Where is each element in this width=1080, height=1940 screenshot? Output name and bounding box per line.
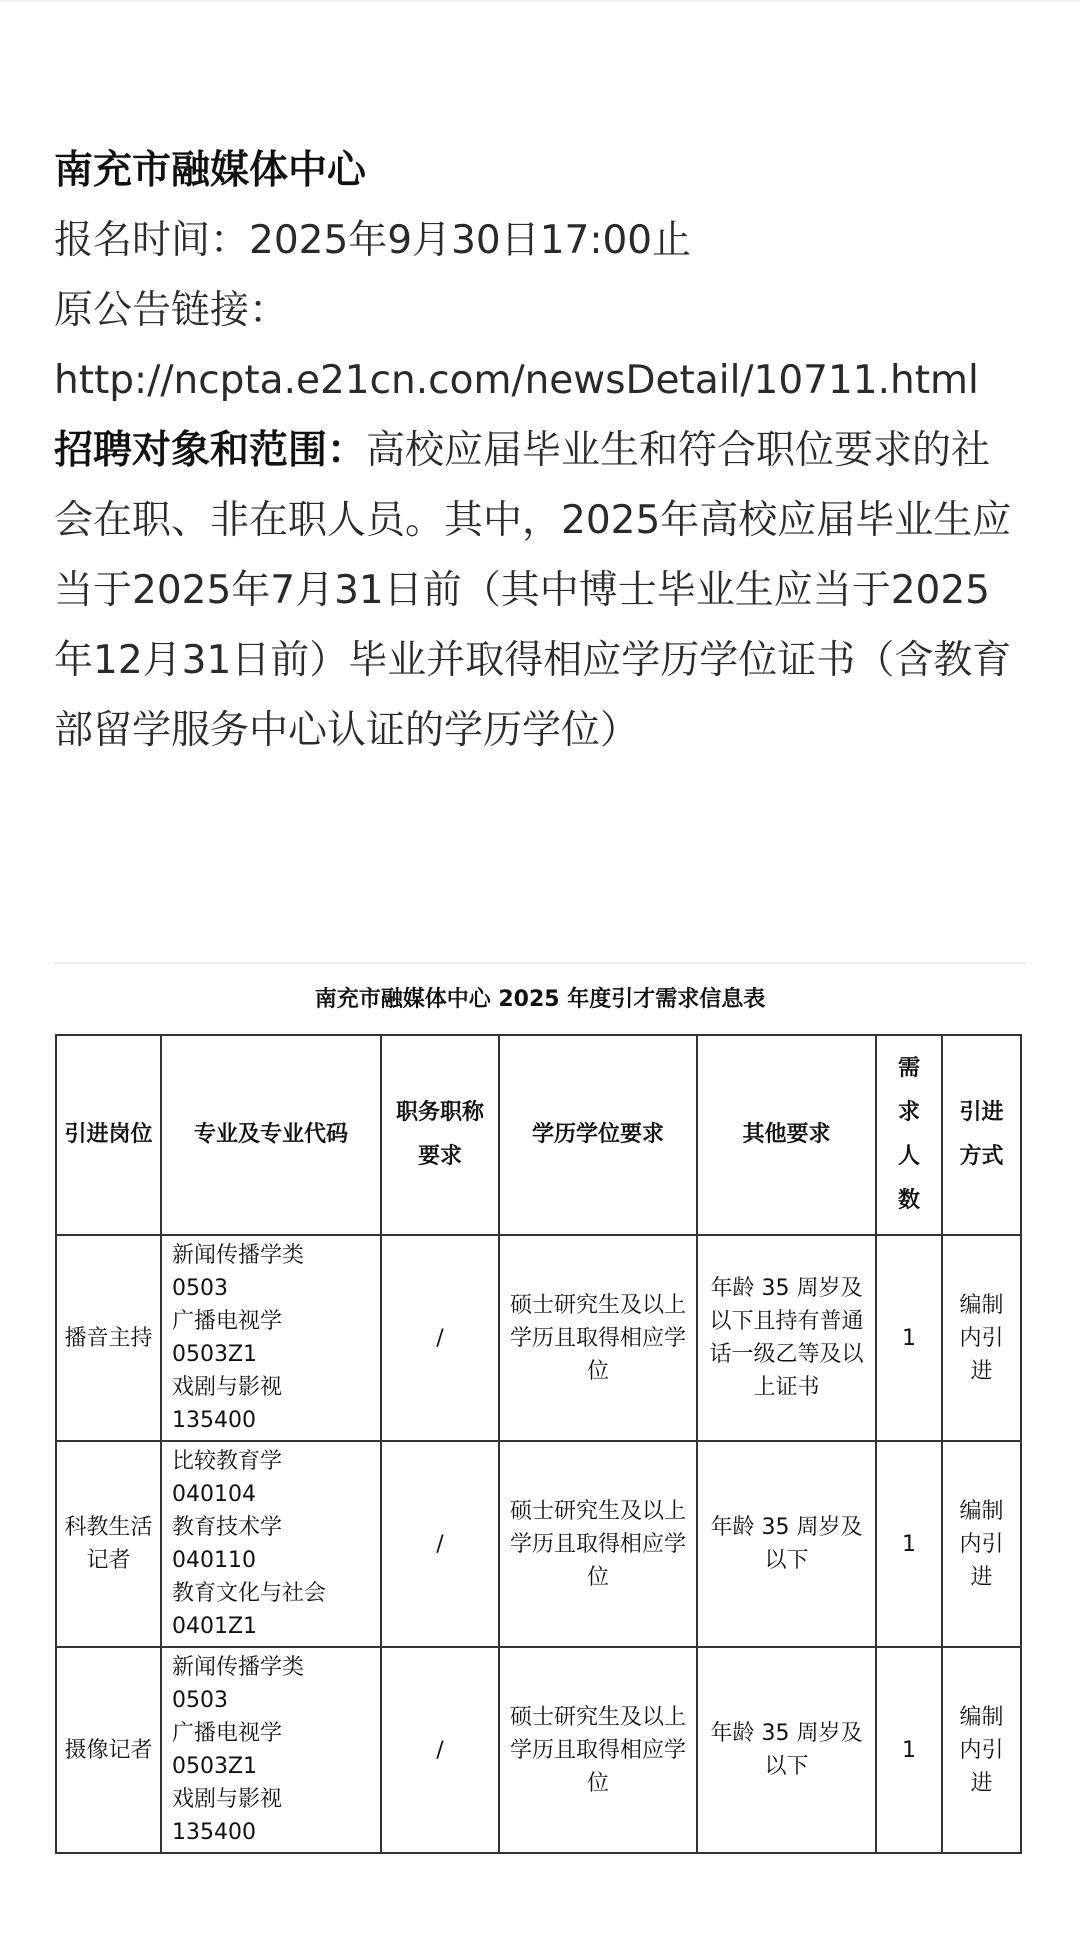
cell-degree: 硕士研究生及以上学历且取得相应学位 — [499, 1441, 697, 1647]
article-title: 南充市融媒体中心 — [54, 148, 367, 193]
table-row — [56, 1441, 1021, 1647]
announcement-link[interactable]: http://ncpta.e21cn.com/newsDetail/10711.html — [54, 358, 979, 403]
header-title-req: 职务职称要求 — [381, 1035, 499, 1235]
table-row — [56, 1647, 1021, 1853]
cell-position: 科教生活记者 — [56, 1441, 161, 1647]
cell-other: 年龄 35 周岁及以下 — [697, 1441, 876, 1647]
table-row — [56, 1235, 1021, 1441]
scope-label: 招聘对象和范围： — [54, 428, 367, 473]
article-body — [54, 136, 1026, 766]
cell-position: 摄像记者 — [56, 1647, 161, 1853]
major-line: 0401Z1 — [172, 1614, 258, 1639]
cell-degree: 硕士研究生及以上学历且取得相应学位 — [499, 1235, 697, 1441]
major-line: 比较教育学 — [172, 1449, 283, 1474]
major-line: 0503Z1 — [172, 1754, 258, 1779]
top-divider — [0, 0, 1080, 2]
cell-major — [161, 1441, 381, 1647]
major-line: 戏剧与影视 — [172, 1375, 283, 1400]
cell-title-req: / — [381, 1647, 499, 1853]
major-line: 戏剧与影视 — [172, 1787, 283, 1812]
link-label: 原公告链接： — [54, 288, 289, 333]
major-line: 0503 — [172, 1276, 228, 1301]
cell-other: 年龄 35 周岁及以下 — [697, 1647, 876, 1853]
cell-method: 编制内引进 — [942, 1441, 1021, 1647]
major-line: 040104 — [172, 1482, 256, 1507]
major-line: 教育文化与社会 — [172, 1581, 327, 1606]
table-title: 南充市融媒体中心 2025 年度引才需求信息表 — [314, 987, 766, 1012]
cell-count: 1 — [876, 1235, 942, 1441]
major-line: 新闻传播学类 — [172, 1243, 305, 1268]
major-line: 教育技术学 — [172, 1515, 283, 1540]
cell-method: 编制内引进 — [942, 1647, 1021, 1853]
cell-major — [161, 1235, 381, 1441]
header-degree: 学历学位要求 — [499, 1035, 697, 1235]
header-count: 需求人数 — [876, 1035, 942, 1235]
cell-title-req: / — [381, 1441, 499, 1647]
major-line: 广播电视学 — [172, 1309, 283, 1334]
header-major: 专业及专业代码 — [161, 1035, 381, 1235]
cell-count: 1 — [876, 1441, 942, 1647]
major-line: 广播电视学 — [172, 1721, 283, 1746]
scope-paragraph — [54, 416, 1026, 766]
major-line: 新闻传播学类 — [172, 1655, 305, 1680]
cell-title-req: / — [381, 1235, 499, 1441]
major-line: 135400 — [172, 1820, 256, 1845]
cell-position: 播音主持 — [56, 1235, 161, 1441]
header-position: 引进岗位 — [56, 1035, 161, 1235]
table-header-row — [56, 1035, 1021, 1235]
major-line: 0503 — [172, 1688, 228, 1713]
major-line: 135400 — [172, 1408, 256, 1433]
cell-method: 编制内引进 — [942, 1235, 1021, 1441]
requirements-table — [55, 1034, 1022, 1854]
major-line: 0503Z1 — [172, 1342, 258, 1367]
cell-degree: 硕士研究生及以上学历且取得相应学位 — [499, 1647, 697, 1853]
scope-text: 高校应届毕业生和符合职位要求的社会在职、非在职人员。其中，2025年高校应届毕业生应当于2025年7月31日前（其中博士毕业生应当于2025年12月31日前）毕业并取得相应学历学位证书（含教育部留学服务中心认证的学历学位） — [54, 428, 1012, 753]
cell-other: 年龄 35 周岁及以下且持有普通话一级乙等及以上证书 — [697, 1235, 876, 1441]
cell-major — [161, 1647, 381, 1853]
cell-count: 1 — [876, 1647, 942, 1853]
section-divider — [54, 962, 1026, 964]
major-line: 040110 — [172, 1548, 256, 1573]
header-method: 引进方式 — [942, 1035, 1021, 1235]
registration-time: 报名时间：2025年9月30日17:00止 — [54, 218, 692, 263]
header-other: 其他要求 — [697, 1035, 876, 1235]
